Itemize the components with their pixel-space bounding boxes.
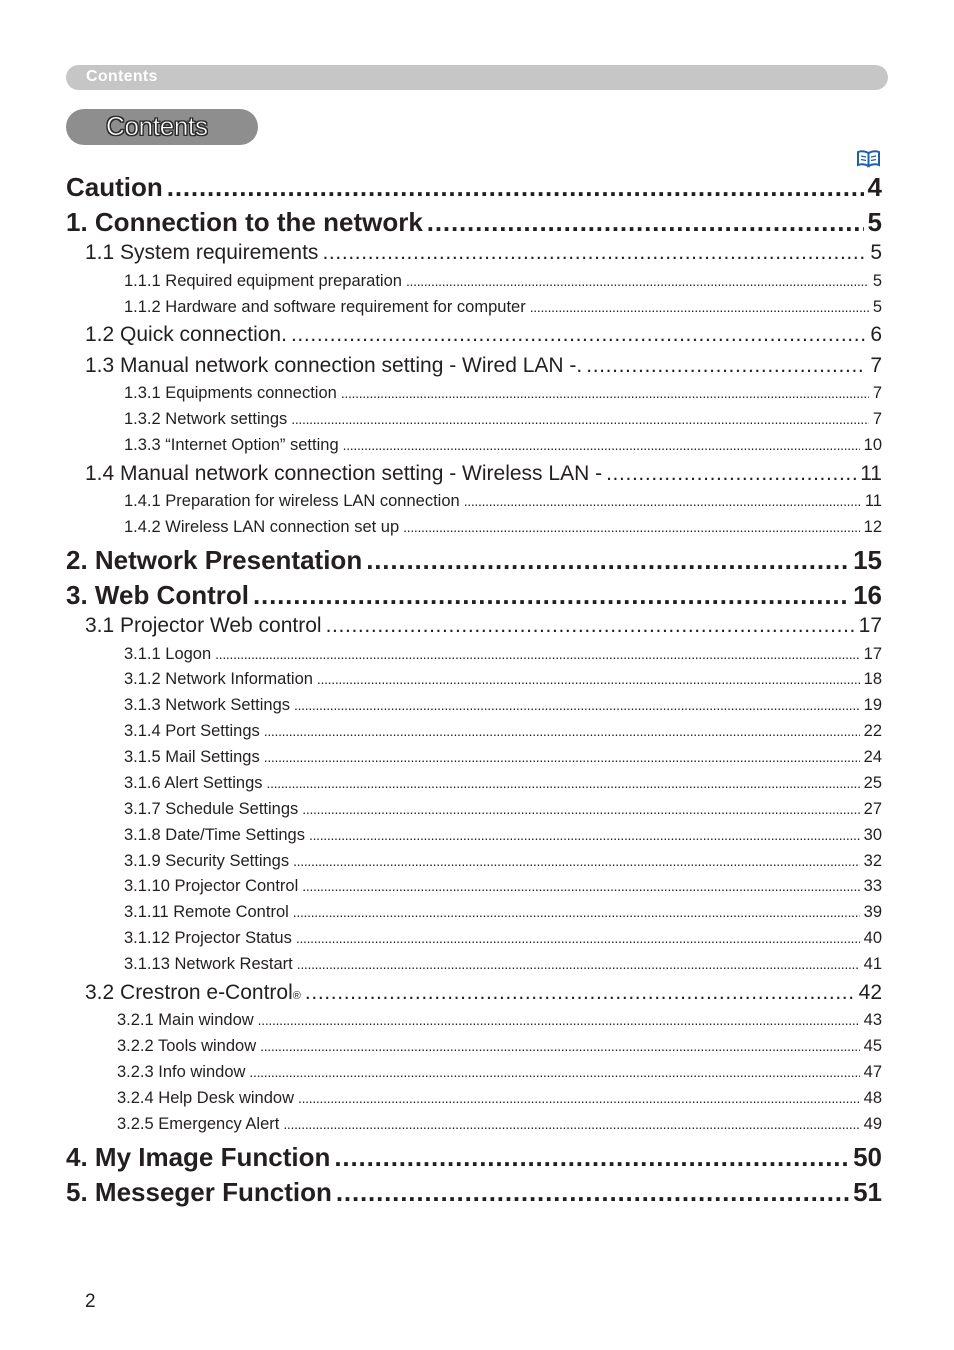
toc-entry-label: 3.2.1 Main window (117, 1011, 254, 1029)
toc-entry[interactable]: 3.2 Crestron e-Control ® . . . 42 (85, 981, 882, 1008)
toc-entry[interactable] (66, 172, 882, 204)
toc-entry-page: 7 (872, 410, 882, 428)
toc-entry-label: 1.4.1 Preparation for wireless LAN connection (124, 492, 460, 510)
toc-entry-page: 10 (863, 436, 882, 454)
title-pill (66, 109, 258, 145)
toc-entry-page: 5 (872, 298, 882, 316)
toc-entry-page: 15 (853, 545, 882, 575)
toc-entry-label: 1.3.3 “Internet Option” setting (124, 436, 339, 454)
toc-entry-page: 25 (863, 774, 882, 792)
header-label: Contents (86, 68, 158, 85)
toc-entry-label: 1.1 System requirements (85, 241, 319, 264)
toc-entry[interactable] (124, 748, 882, 770)
toc-entry-label: 3.1.9 Security Settings (124, 852, 290, 870)
toc-entry[interactable] (85, 614, 882, 641)
toc-leader-dots (167, 172, 864, 203)
toc-entry[interactable] (124, 800, 882, 822)
toc-entry-page: 5 (867, 207, 882, 237)
toc-leader-dots (291, 323, 866, 347)
toc-entry[interactable] (124, 903, 882, 925)
toc-entry[interactable] (66, 1177, 882, 1209)
toc-leader-dots (305, 981, 855, 1005)
toc-leader-dots (293, 904, 860, 920)
toc-entry-page: 48 (863, 1089, 882, 1107)
toc-entry-page: 18 (863, 670, 882, 688)
toc-entry-page: 47 (863, 1063, 882, 1081)
toc-entry[interactable] (117, 1063, 882, 1085)
toc-entry-page: 7 (872, 384, 882, 402)
toc-leader-dots (298, 1090, 860, 1106)
toc-entry[interactable] (124, 722, 882, 744)
toc-entry-label: 3.2.5 Emergency Alert (117, 1115, 280, 1133)
toc-entry[interactable] (124, 645, 882, 667)
toc-entry[interactable] (124, 670, 882, 692)
toc-entry-label: 3.1.13 Network Restart (124, 955, 293, 973)
toc-leader-dots (336, 1177, 849, 1208)
toc-leader-dots (302, 801, 859, 817)
toc-leader-dots (253, 580, 849, 611)
toc-leader-dots (264, 723, 860, 739)
toc-entry-page: 24 (863, 748, 882, 766)
toc-entry[interactable] (66, 580, 882, 612)
toc-leader-dots (296, 930, 860, 946)
toc-entry[interactable] (124, 929, 882, 951)
toc-leader-dots (406, 273, 869, 289)
toc-leader-dots (322, 241, 866, 265)
toc-entry-label: 3.1.11 Remote Control (124, 903, 289, 921)
toc-entry-label: 3.1.6 Alert Settings (124, 774, 263, 792)
toc-leader-dots (264, 749, 860, 765)
toc-entry[interactable] (66, 545, 882, 577)
toc-entry-page: 39 (863, 903, 882, 921)
toc-entry[interactable] (124, 492, 882, 514)
toc-entry-label: 3.1.2 Network Information (124, 670, 313, 688)
toc-leader-dots (403, 519, 859, 535)
toc-leader-dots (309, 827, 860, 843)
toc-leader-dots (366, 545, 849, 576)
toc-entry-page: 11 (864, 492, 882, 510)
toc-entry[interactable] (85, 241, 882, 268)
toc-leader-dots (427, 207, 864, 238)
toc-entry[interactable] (85, 323, 882, 350)
toc-entry-page: 33 (863, 877, 882, 895)
toc-entry[interactable] (124, 272, 882, 294)
toc-entry[interactable] (124, 955, 882, 977)
toc-entry[interactable] (117, 1115, 882, 1137)
toc-leader-dots (464, 493, 861, 509)
toc-entry-label: 1.1.2 Hardware and software requirement for computer (124, 298, 526, 316)
toc-leader-dots (297, 956, 860, 972)
toc-entry-label: Caution (66, 172, 163, 202)
toc-entry-label: 3.2.2 Tools window (117, 1037, 257, 1055)
toc-entry[interactable] (66, 1142, 882, 1174)
toc-entry-page: 51 (853, 1177, 882, 1207)
toc-entry-page: 49 (863, 1115, 882, 1133)
toc-entry-label: 3. Web Control (66, 580, 249, 610)
page-number: 2 (85, 1291, 96, 1312)
toc-entry-label: 3.1.5 Mail Settings (124, 748, 260, 766)
toc-leader-dots (530, 299, 869, 315)
toc-leader-dots (294, 697, 860, 713)
toc-entry-label: 3.1.3 Network Settings (124, 696, 290, 714)
toc-entry-label: 1.2 Quick connection. (85, 323, 287, 346)
toc-entry-label: 3.1.1 Logon (124, 645, 212, 663)
toc-entry[interactable] (124, 877, 882, 899)
toc-entry-label: 3.2.4 Help Desk window (117, 1089, 295, 1107)
toc-entry-page: 45 (863, 1037, 882, 1055)
toc-entry-label: 3.1.8 Date/Time Settings (124, 826, 305, 844)
toc-leader-dots (267, 775, 860, 791)
toc-entry-label: 3.1.4 Port Settings (124, 722, 260, 740)
toc-entry[interactable] (117, 1011, 882, 1033)
toc-entry[interactable] (117, 1037, 882, 1059)
toc-entry[interactable] (124, 852, 882, 874)
toc-entry-page: 50 (853, 1142, 882, 1172)
toc-entry-page: 22 (863, 722, 882, 740)
toc-entry-page: 19 (863, 696, 882, 714)
toc-entry-label: 4. My Image Function (66, 1142, 331, 1172)
toc-entry-page: 11 (860, 462, 882, 485)
toc-leader-dots (334, 1142, 849, 1173)
toc-leader-dots (293, 853, 860, 869)
toc-entry[interactable] (124, 436, 882, 458)
toc-entry-label: 1.3 Manual network connection setting - Wired LAN -. (85, 354, 583, 377)
toc-leader-dots (326, 614, 855, 638)
toc-entry-page: 6 (870, 323, 882, 346)
toc-entry-page: 42 (858, 981, 882, 1004)
toc-entry-page: 17 (863, 645, 882, 663)
toc-entry-page: 40 (863, 929, 882, 947)
toc-entry[interactable] (66, 207, 882, 239)
toc-leader-dots (283, 1116, 859, 1132)
toc-leader-dots (341, 385, 869, 401)
toc-entry[interactable] (124, 696, 882, 718)
toc-entry[interactable] (85, 354, 882, 381)
toc-entry-label: 3.2 Crestron e-Control (85, 981, 293, 1004)
book-icon (856, 149, 881, 169)
toc-entry[interactable] (124, 298, 882, 320)
toc-entry-label: 1.1.1 Required equipment preparation (124, 272, 402, 290)
toc-leader-dots (606, 462, 856, 486)
toc-entry-page: 32 (863, 852, 882, 870)
toc-entry[interactable] (124, 774, 882, 796)
toc-entry-page: 17 (858, 614, 882, 637)
toc-entry-label: 1.3.2 Network settings (124, 410, 288, 428)
toc-entry-label: 3.1.12 Projector Status (124, 929, 292, 947)
toc-entry[interactable] (117, 1089, 882, 1111)
toc-entry[interactable] (124, 518, 882, 540)
toc-leader-dots (291, 411, 869, 427)
toc-entry[interactable] (85, 462, 882, 489)
toc-leader-dots (215, 646, 859, 662)
toc-leader-dots (317, 671, 860, 687)
toc-entry-page: 5 (870, 241, 882, 264)
toc-leader-dots (343, 437, 860, 453)
toc-leader-dots (302, 878, 859, 894)
toc-leader-dots (586, 354, 866, 378)
toc-entry-label: 1.4 Manual network connection setting - Wireless LAN - (85, 462, 603, 485)
toc-entry-page: 16 (853, 580, 882, 610)
toc-leader-dots (249, 1064, 859, 1080)
toc-entry-page: 27 (863, 800, 882, 818)
toc-entry-label: 1.4.2 Wireless LAN connection set up (124, 518, 400, 536)
toc-entry-label: 1. Connection to the network (66, 207, 423, 237)
toc-entry-page: 4 (867, 172, 882, 202)
toc-entry-page: 12 (863, 518, 882, 536)
toc-entry-label: 2. Network Presentation (66, 545, 363, 575)
toc-leader-dots (258, 1012, 860, 1028)
toc-entry-label: 3.1.7 Schedule Settings (124, 800, 299, 818)
toc-entry-page: 5 (872, 272, 882, 290)
header-bar (66, 65, 888, 90)
toc-entry-page: 41 (863, 955, 882, 973)
toc-entry-label: 5. Messeger Function (66, 1177, 332, 1207)
toc-entry[interactable] (124, 410, 882, 432)
toc-entry-page: 30 (863, 826, 882, 844)
toc-entry[interactable] (124, 384, 882, 406)
toc-entry[interactable] (124, 826, 882, 848)
toc-entry-page: 43 (863, 1011, 882, 1029)
toc-entry-label: 1.3.1 Equipments connection (124, 384, 337, 402)
toc-entry-label: 3.1 Projector Web control (85, 614, 322, 637)
toc-entry-page: 7 (870, 354, 882, 377)
toc-entry-label: 3.2.3 Info window (117, 1063, 246, 1081)
toc-entry-label: 3.1.10 Projector Control (124, 877, 299, 895)
page-title: Contents (106, 111, 208, 141)
toc-leader-dots (260, 1038, 860, 1054)
